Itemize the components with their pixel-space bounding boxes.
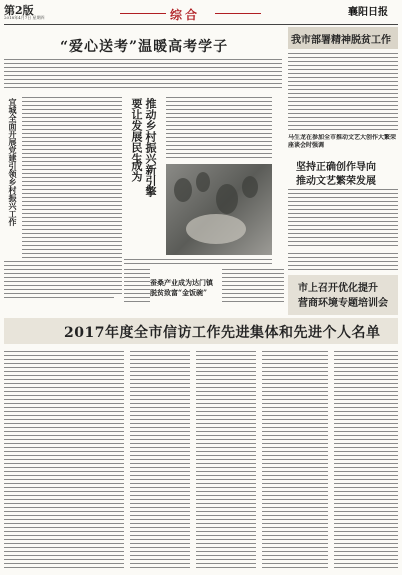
section-title: 综合 [170,8,201,22]
newspaper-logo: 襄阳日报 [348,7,388,18]
headline-top-right: 我市部署精神脱贫工作 [291,35,391,46]
culture-headline-1: 坚持正确创作导向 [296,162,376,173]
section-rule-right [215,13,261,14]
awards-list-col-4 [262,350,328,571]
awards-list-col-1 [4,350,124,571]
section-rule-left [120,13,166,14]
business-headline-1: 市上召开优化提升 [298,283,378,294]
headline-box-top-right [288,27,398,49]
vertical-headline-1: 推动乡村振兴新引擎 [144,98,157,197]
silk-headline-1: 蚕桑产业成为达门镇 [150,278,213,287]
article-body-right [288,52,398,130]
silk-body-right [222,268,284,304]
issue-date: 2018年4月7日 星期四 [4,15,45,20]
culture-body [288,188,398,248]
news-photo [166,164,272,255]
business-headline-2: 营商环境专题培训会 [298,298,388,309]
awards-banner [4,318,398,344]
left-lower-body [4,260,114,300]
masthead [0,0,402,26]
main-headline: “爱心送考”温暖高考学子 [60,39,229,55]
culture-headline-2: 推动文艺繁荣发展 [296,176,376,187]
photo-caption [124,258,272,266]
business-headline-box [288,275,398,315]
awards-list-col-5 [334,350,398,571]
silk-headline-2: 脱贫致富“金饭碗” [150,288,208,297]
header-rule [4,24,398,25]
culture-subhead: 马生龙在参加全市推动文艺大创作大繁荣座谈会时强调 [288,134,397,149]
page-number: 第2版 [4,4,34,17]
vertical-headline-2: 要让发展民生 [130,98,143,164]
vertical-headline-left: 宜城全面开展党建引领乡村振兴工作 [8,98,18,226]
silk-body-left [124,268,150,304]
article-body-top [4,58,282,90]
article-body-center [166,96,272,160]
awards-list-col-3 [196,350,256,571]
vertical-headline-3: 成为 [130,160,143,182]
awards-title: 2017年度全市信访工作先进集体和先进个人名单 [64,325,381,341]
awards-list-col-2 [130,350,190,571]
business-body [288,252,398,272]
silk-headline [150,278,213,298]
